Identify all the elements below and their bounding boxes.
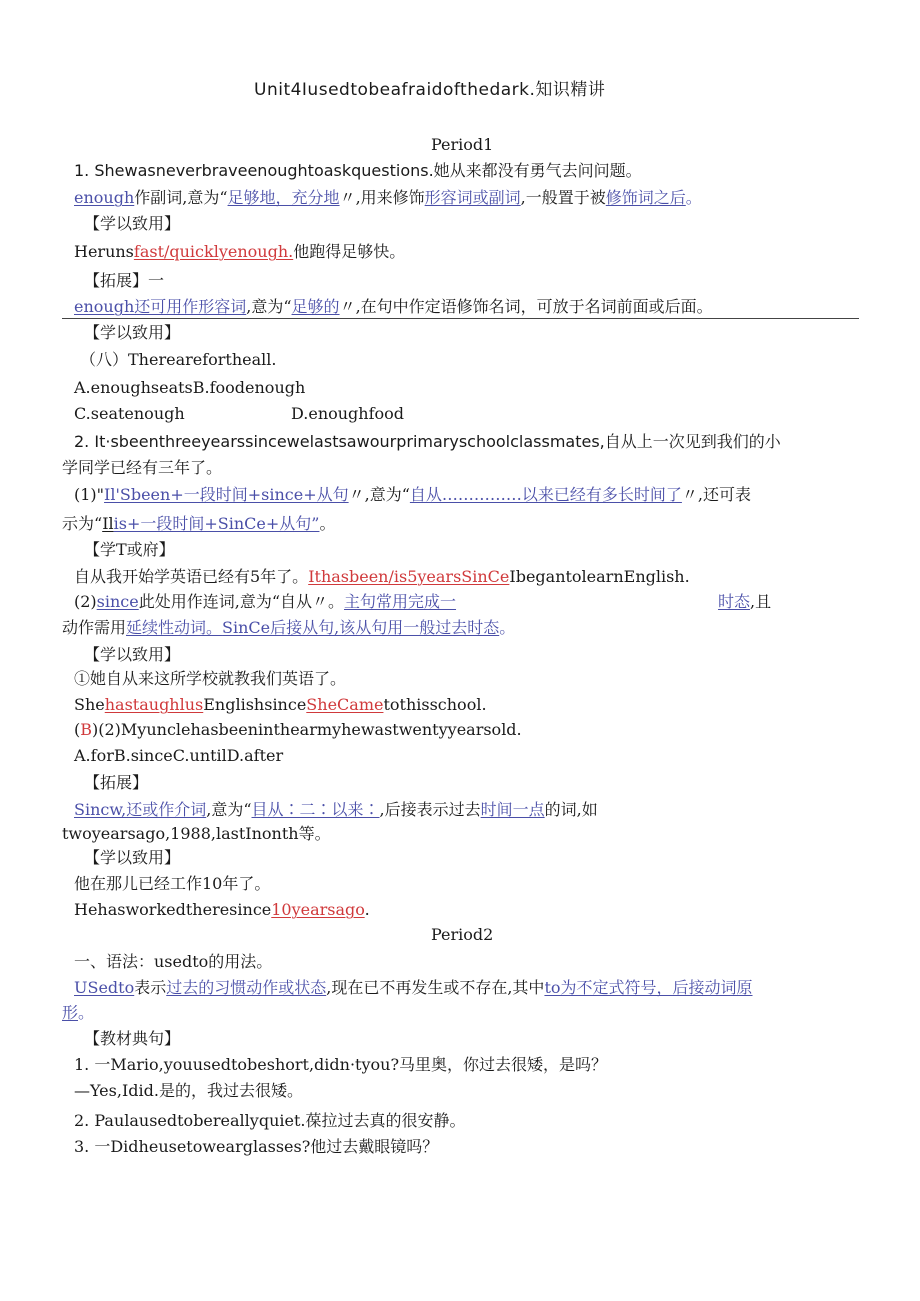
item1-sentence: 1. Shewasneverbraveenoughtoaskquestions.她从来都没有勇气去问问题。 xyxy=(74,161,642,180)
item1-question: （八）Therearefortheall. xyxy=(80,350,277,369)
item2-extend-label: 【拓展】 xyxy=(84,773,149,792)
grammar-heading: 一、语法：usedto的用法。 xyxy=(74,952,273,971)
item2-practice3-label: 【学以致用】 xyxy=(84,848,181,867)
example-sentence-2: 2. Paulausedtobereallyquiet.葆拉过去真的很安静。 xyxy=(74,1111,466,1130)
item2-practice-answer: 自从我开始学英语已经有5年了。Ithasbeen/is5yearsSinCeIbegantolearnEnglish. xyxy=(74,567,690,586)
item1-options-ab: A.enoughseatsB.foodenough xyxy=(74,378,306,397)
item2-ex2: (B)(2)Myunclehasbeeninthearmyhewastwentyyearsold. xyxy=(74,720,522,739)
item1-practice2-label: 【学以致用】 xyxy=(84,323,181,342)
item2-point1: (1)"Il'Sbeen+一段时间+since+从句〃,意为“自从……………以来已经有多长时间了〃,还可表 xyxy=(74,485,751,504)
page-title: Unit4Iusedtobeafraidofthedark.知识精讲 xyxy=(254,80,606,100)
item1-practice-label: 【学以致用】 xyxy=(84,214,181,233)
divider-line xyxy=(62,318,859,319)
item2-point2: (2)since此处用作连词,意为“自从〃。主句常用完成一 时态,且 xyxy=(74,592,772,611)
item1-extend-label: 【拓展】一 xyxy=(84,271,165,290)
item2-point1-cont: 示为“Ilis+一段时间+SinCe+从句”。 xyxy=(62,514,336,533)
grammar-line1: USedto表示过去的习惯动作或状态,现在已不再发生或不存在,其中to为不定式符号，后接动词原 xyxy=(74,978,753,997)
item1-option-d: D.enoughfood xyxy=(291,404,405,423)
example-sentence-1: 1. 一Mario,youusedtobeshort,didn·tyou?马里奥，你过去很矮，是吗？ xyxy=(74,1055,608,1074)
period1-heading: Period1 xyxy=(431,135,494,154)
item1-extend: enough还可用作形容词,意为“足够的〃,在句中作定语修饰名词，可放于名词前面或后面。 xyxy=(74,297,713,316)
item2-ex1: ①她自从来这所学校就教我们英语了。 xyxy=(74,669,347,688)
item2-sentence-line2: 学同学已经有三年了。 xyxy=(62,458,223,477)
item2-ex1-answer: ShehastaughlusEnglishsinceSheCametothisschool. xyxy=(74,695,487,714)
example-sentence-1-reply: —Yes,Idid.是的，我过去很矮。 xyxy=(74,1081,303,1100)
item2-ex2-options: A.forB.sinceC.untilD.after xyxy=(74,746,284,765)
item2-practice2-label: 【学以致用】 xyxy=(84,645,181,664)
grammar-label: 【教材典句】 xyxy=(84,1029,181,1048)
item2-point2-cont: 动作需用延续性动词。SinCe后接从句,该从句用一般过去时态。 xyxy=(62,618,516,637)
example-sentence-3: 3. 一Didheusetowearglasses?他过去戴眼镜吗？ xyxy=(74,1137,439,1156)
item1-option-c: C.seatenough xyxy=(74,404,185,423)
item2-ex3: 他在那儿已经工作10年了。 xyxy=(74,874,271,893)
item2-sentence-line1: 2. It·sbeenthreeyearssincewelastsawourprimaryschoolclassmates,自从上一次见到我们的小 xyxy=(74,432,781,451)
item2-extend: Sincw,还或作介词,意为“目从∶二∶以来∶,后接表示过去时间一点的词,如 xyxy=(74,800,598,819)
item2-ex3-answer: Hehasworkedtheresince10yearsago. xyxy=(74,900,370,919)
period2-heading: Period2 xyxy=(431,925,494,944)
grammar-line2: 形。 xyxy=(62,1003,95,1022)
item1-practice-answer: Herunsfast/quicklyenough.他跑得足够快。 xyxy=(74,242,406,261)
item2-extend-cont: twoyearsago,1988,lastInonth等。 xyxy=(62,824,331,843)
item2-practice-label: 【学T或府】 xyxy=(84,540,175,559)
item1-explanation: enough作副词,意为“足够地，充分地〃,用来修饰形容词或副词,一般置于被修饰词之后。 xyxy=(74,188,702,207)
